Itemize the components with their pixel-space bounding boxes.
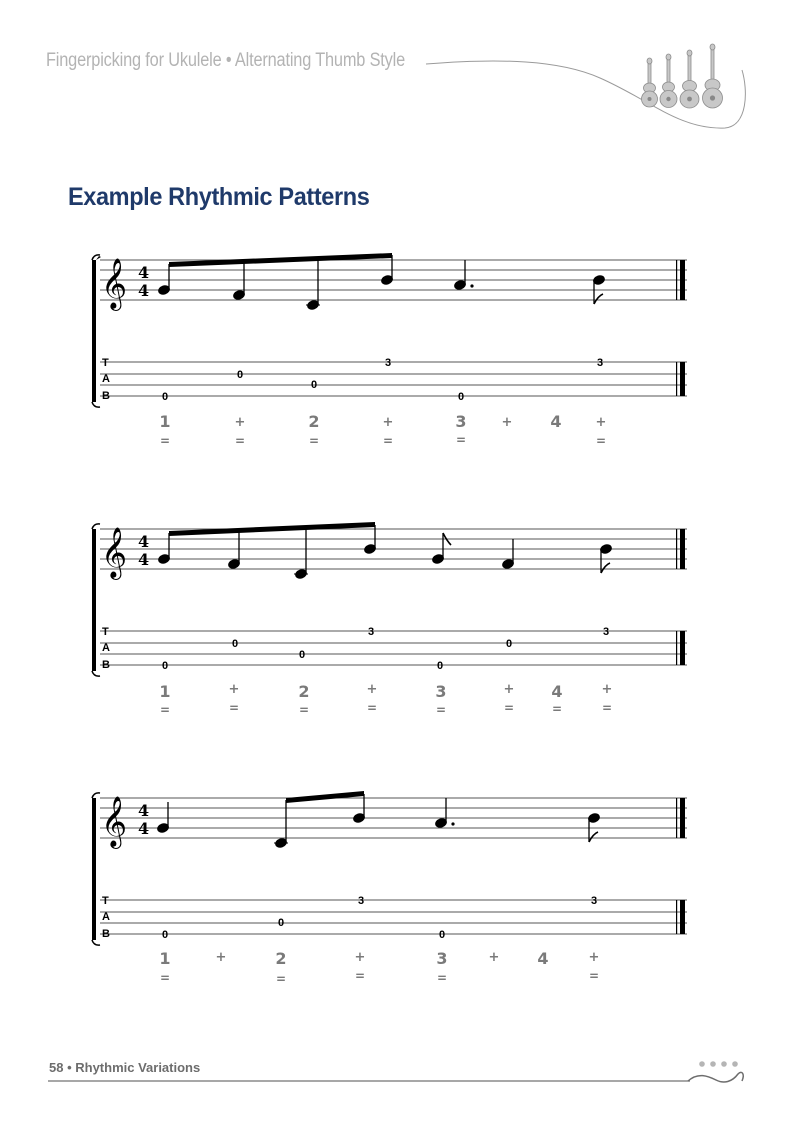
count-labels <box>159 412 606 431</box>
svg-text:4: 4 <box>551 682 563 701</box>
svg-text:=: = <box>551 702 563 716</box>
time-signature-bottom: 4 <box>138 550 150 569</box>
footer-decoration <box>0 1040 794 1090</box>
svg-text:2: 2 <box>275 949 287 968</box>
svg-text:1: 1 <box>159 682 171 701</box>
svg-text:A: A <box>102 911 110 923</box>
count-marks <box>160 969 599 986</box>
tab-number: 0 <box>277 917 285 929</box>
tab-number: 3 <box>384 357 392 369</box>
tab-number: 0 <box>438 929 446 941</box>
running-header-title: Fingerpicking for Ukulele • Alternating Thumb Style <box>46 50 406 71</box>
tab-number: 0 <box>231 638 239 650</box>
svg-text:=: = <box>159 434 171 448</box>
svg-text:+: + <box>366 682 378 697</box>
rhythm-example-3 <box>0 786 794 996</box>
svg-text:=: = <box>366 701 378 715</box>
tab-final-barline <box>676 900 685 934</box>
svg-text:=: = <box>595 434 607 448</box>
tab-number: 0 <box>298 649 306 661</box>
tab-label <box>102 895 110 940</box>
tab-number: 3 <box>357 895 365 907</box>
time-signature-top: 4 <box>138 532 150 551</box>
tab-final-barline <box>676 631 685 665</box>
rhythm-example-1 <box>0 248 794 458</box>
svg-text:+: + <box>215 950 227 965</box>
count-marks <box>160 701 612 717</box>
svg-text:+: + <box>503 682 515 697</box>
svg-text:B: B <box>102 659 110 671</box>
time-signature-top: 4 <box>138 263 150 282</box>
tab-number: 0 <box>161 929 169 941</box>
svg-text:+: + <box>228 682 240 697</box>
svg-text:3: 3 <box>435 682 447 701</box>
time-signature-bottom: 4 <box>138 819 150 838</box>
svg-text:+: + <box>382 415 394 430</box>
tab-final-barline <box>676 362 685 396</box>
svg-text:+: + <box>595 415 607 430</box>
svg-text:=: = <box>435 703 447 717</box>
svg-text:1: 1 <box>159 412 171 431</box>
beam <box>286 791 364 803</box>
tab-number: 0 <box>161 660 169 672</box>
svg-text:=: = <box>601 701 613 715</box>
svg-text:+: + <box>234 415 246 430</box>
svg-text:=: = <box>159 971 171 985</box>
tab-number: 0 <box>436 660 444 672</box>
svg-text:=: = <box>382 434 394 448</box>
rhythm-example-2 <box>0 517 794 727</box>
svg-text:+: + <box>354 950 366 965</box>
count-marks <box>160 433 606 448</box>
system-brace <box>92 255 101 407</box>
svg-text:=: = <box>159 703 171 717</box>
svg-text:B: B <box>102 390 110 402</box>
svg-text:B: B <box>102 928 110 940</box>
svg-text:3: 3 <box>455 412 467 431</box>
tab-label <box>102 357 110 402</box>
svg-text:=: = <box>354 969 366 983</box>
svg-text:+: + <box>501 415 513 430</box>
svg-text:+: + <box>588 950 600 965</box>
tab-label <box>102 626 110 671</box>
svg-text:=: = <box>228 701 240 715</box>
svg-text:2: 2 <box>308 412 320 431</box>
section-title: Example Rhythmic Patterns <box>68 183 370 211</box>
svg-text:T: T <box>102 895 109 907</box>
time-signature-top: 4 <box>138 801 150 820</box>
notes <box>157 522 612 580</box>
page-footer-text: 58 • Rhythmic Variations <box>49 1060 201 1075</box>
tab-staff <box>100 631 687 665</box>
svg-text:=: = <box>308 434 320 448</box>
svg-text:2: 2 <box>298 682 310 701</box>
svg-text:A: A <box>102 373 110 385</box>
svg-text:3: 3 <box>436 949 448 968</box>
tab-number: 0 <box>505 638 513 650</box>
svg-text:=: = <box>275 972 287 986</box>
notes <box>157 253 605 311</box>
svg-text:A: A <box>102 642 110 654</box>
svg-text:=: = <box>234 434 246 448</box>
svg-text:4: 4 <box>537 949 549 968</box>
treble-clef-icon: 𝄞 <box>101 258 128 309</box>
count-labels <box>159 682 612 701</box>
treble-clef-icon: 𝄞 <box>101 527 128 578</box>
count-labels <box>159 949 599 968</box>
notes <box>156 791 600 849</box>
svg-text:T: T <box>102 357 109 369</box>
tab-number: 3 <box>596 357 604 369</box>
tab-number: 0 <box>236 369 244 381</box>
dots-wave-icon <box>688 1061 743 1082</box>
svg-text:+: + <box>601 682 613 697</box>
treble-clef-icon: 𝄞 <box>101 796 128 847</box>
tab-number: 0 <box>457 391 465 403</box>
svg-text:4: 4 <box>550 412 562 431</box>
tab-number: 3 <box>602 626 610 638</box>
header-decoration <box>0 0 794 140</box>
svg-text:=: = <box>455 433 467 447</box>
svg-text:=: = <box>436 971 448 985</box>
svg-text:1: 1 <box>159 949 171 968</box>
tab-number: 0 <box>161 391 169 403</box>
system-brace <box>92 524 100 676</box>
svg-text:=: = <box>298 703 310 717</box>
time-signature-bottom: 4 <box>138 281 150 300</box>
system-brace <box>92 793 100 945</box>
tab-number: 3 <box>590 895 598 907</box>
svg-text:+: + <box>488 950 500 965</box>
svg-text:=: = <box>503 701 515 715</box>
tab-number: 0 <box>310 379 318 391</box>
tab-number: 3 <box>367 626 375 638</box>
svg-text:=: = <box>588 969 600 983</box>
tab-staff <box>100 900 687 934</box>
svg-text:T: T <box>102 626 109 638</box>
